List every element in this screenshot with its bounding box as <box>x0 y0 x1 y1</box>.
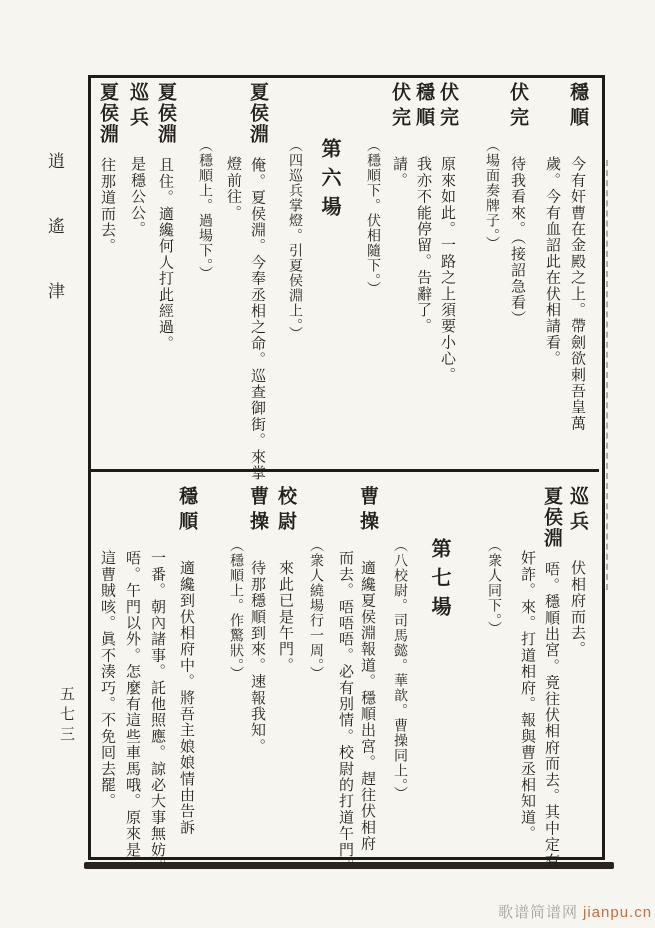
dialogue-column <box>175 486 197 835</box>
dialogue-role: 夏侯淵 <box>247 82 268 145</box>
dialogue-text: 今有奸曹在金殿之上。帶劍欲刺吾皇萬 <box>569 156 585 432</box>
dialogue-column <box>126 82 148 237</box>
dialogue-column <box>96 82 118 254</box>
watermark <box>498 901 652 922</box>
dialogue-continuation: 奸詐。來。打道相府。報與曹丞相知道。 <box>519 550 535 842</box>
dialogue-text: 是穩公公。 <box>129 156 145 237</box>
dialogue-role: 伏完 <box>437 82 458 132</box>
dialogue-column <box>412 82 434 334</box>
dialogue-column <box>154 82 176 351</box>
stage-direction: （穩順上。過場下。） <box>197 138 212 281</box>
dialogue-role: 夏侯淵 <box>97 82 118 145</box>
stage-direction: （穩順下。伏相隨下。） <box>365 138 380 296</box>
dialogue-role: 夏侯淵 <box>155 82 176 145</box>
dialogue-column <box>566 486 588 657</box>
frame-wear-line <box>606 160 608 590</box>
stage-direction: （穩順上。作驚狀。） <box>228 538 243 681</box>
book-margin-title: 逍遙津 <box>45 152 64 347</box>
watermark-site-name: 歌谱简谱网 <box>498 904 579 921</box>
dialogue-column <box>246 486 268 754</box>
dialogue-column <box>436 82 458 383</box>
scene-heading: 第六場 <box>318 138 340 225</box>
stage-direction: （八校尉。司馬懿。華歆。曹操同上。） <box>392 538 407 801</box>
dialogue-column <box>356 486 378 852</box>
dialogue-column <box>388 82 410 188</box>
dialogue-text: 我亦不能停留。告辭了。 <box>415 156 431 335</box>
stage-direction: （場面奏牌子。） <box>484 138 499 251</box>
dialogue-column <box>566 82 588 431</box>
dialogue-text: 往那道而去。 <box>99 157 115 255</box>
dialogue-text: 適纔夏侯淵報道。穩順出宮。趕往伏相府 <box>359 560 375 852</box>
dialogue-continuation: 歲。今有血詔此在伏相請看。 <box>544 156 560 367</box>
dialogue-role: 巡兵 <box>127 82 148 132</box>
stage-direction: （衆人繞場行一周。） <box>308 538 323 681</box>
dialogue-role: 巡兵 <box>567 486 588 536</box>
dialogue-text: 伏相府而去。 <box>569 560 585 658</box>
dialogue-role: 穩順 <box>176 486 197 536</box>
dialogue-role: 夏侯淵 <box>541 486 562 549</box>
page-number: 五七三 <box>58 686 74 746</box>
dialogue-text: 唔。穩順出宮。竟往伏相府而去。其中定有 <box>543 561 559 869</box>
dialogue-text: 原來如此。一路之上須要小心。 <box>439 156 455 383</box>
dialogue-text: 待我看來。（接詔急看） <box>509 156 525 327</box>
half-page-divider <box>91 469 599 472</box>
dialogue-column <box>540 486 562 869</box>
dialogue-role: 曹操 <box>357 486 378 536</box>
stage-direction: （衆人同下。） <box>486 538 501 636</box>
dialogue-continuation: 這曹賊咳。眞不湊巧。不免囘去罷。 <box>99 550 115 810</box>
dialogue-text: 適纔到伏相府中。將吾主娘娘情由告訴 <box>178 560 194 836</box>
dialogue-role: 伏完 <box>389 82 410 132</box>
dialogue-role: 伏完 <box>507 82 528 132</box>
dialogue-continuation: 唔。午門以外。怎麼有這些車馬哦。原來是 <box>124 550 140 858</box>
dialogue-text: 俺。夏侯淵。今奉丞相之命。巡查御街。來掌 <box>249 157 265 481</box>
dialogue-role: 穩順 <box>413 82 434 132</box>
watermark-site-url: jianpu.cn <box>583 904 653 921</box>
dialogue-text: 且住。適纔何人打此經過。 <box>157 157 173 352</box>
scene-heading: 第七場 <box>428 538 450 625</box>
dialogue-role: 校尉 <box>275 486 296 536</box>
dialogue-continuation: 燈前往。 <box>225 156 241 221</box>
dialogue-column <box>246 82 268 481</box>
dialogue-continuation: 一番。朝內諸事。託他照應。諒必大事無妨。 <box>149 550 165 874</box>
dialogue-column <box>274 486 296 673</box>
dialogue-text: 來此已是午門。 <box>277 560 293 674</box>
dialogue-column <box>506 82 528 327</box>
dialogue-continuation: 而去。唔唔唔。必有別情。校尉的打道午門。 <box>337 550 353 874</box>
dialogue-text: 待那穩順到來。速報我知。 <box>249 560 265 755</box>
dialogue-role: 穩順 <box>567 82 588 132</box>
dialogue-role: 曹操 <box>247 486 268 536</box>
stage-direction: （四巡兵掌燈。引夏侯淵上。） <box>287 138 302 341</box>
dialogue-text: 請。 <box>391 156 407 189</box>
